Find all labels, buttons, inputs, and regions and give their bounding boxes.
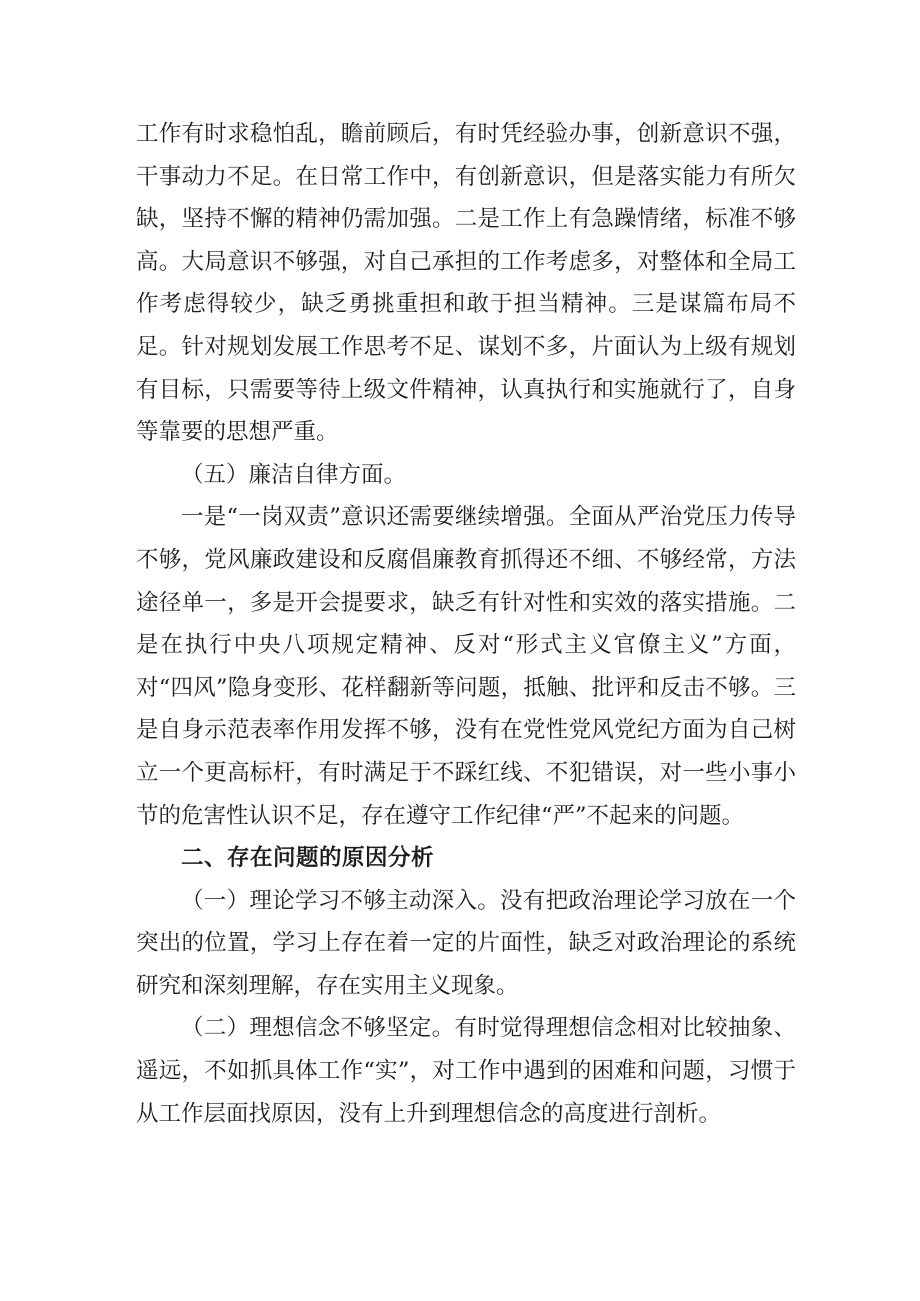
paragraph-continuation: 工作有时求稳怕乱，瞻前顾后，有时凭经验办事，创新意识不强，干事动力不足。在日常工作中，有创新意识，但是落实能力有所欠缺，坚持不懈的精神仍需加强。二是工作上有急躁情绪，标准不够高。大局意识不够强，对自己承担的工作考虑多，对整体和全局工作考虑得较少，缺乏勇挑重担和敢于担当精神。三是谋篇布局不足。针对规划发展工作思考不足、谋划不多，片面认为上级有规划有目标，只需要等待上级文件精神，认真执行和实施就行了，自身等靠要的思想严重。	[136, 121, 796, 446]
section-heading-integrity: （五）廉洁自律方面。	[181, 461, 407, 488]
chapter-heading-cause-analysis: 二、存在问题的原因分析	[181, 845, 435, 872]
paragraph-ideals-beliefs: （二）理想信念不够坚定。有时觉得理想信念相对比较抽象、遥远，不如抓具体工作“实”，对工作中遇到的困难和问题，习惯于从工作层面找原因，没有上升到理想信念的高度进行剖析。	[136, 1015, 796, 1127]
paragraph-theory-study: （一）理论学习不够主动深入。没有把政治理论学习放在一个突出的位置，学习上存在着一定的片面性，缺乏对政治理论的系统研究和深刻理解，存在实用主义现象。	[136, 887, 796, 999]
paragraph-integrity: 一是“一岗双责”意识还需要继续增强。全面从严治党压力传导不够，党风廉政建设和反腐倡廉教育抓得还不细、不够经常，方法途径单一，多是开会提要求，缺乏有针对性和实效的落实措施。二是在执行中央八项规定精神、反对“形式主义官僚主义”方面，对“四风”隐身变形、花样翻新等问题，抵触、批评和反击不够。三是自身示范表率作用发挥不够，没有在党性党风党纪方面为自己树立一个更高标杆，有时满足于不踩红线、不犯错误，对一些小事小节的危害性认识不足，存在遵守工作纪律“严”不起来的问题。	[136, 504, 796, 829]
document-body	[136, 113, 796, 1135]
